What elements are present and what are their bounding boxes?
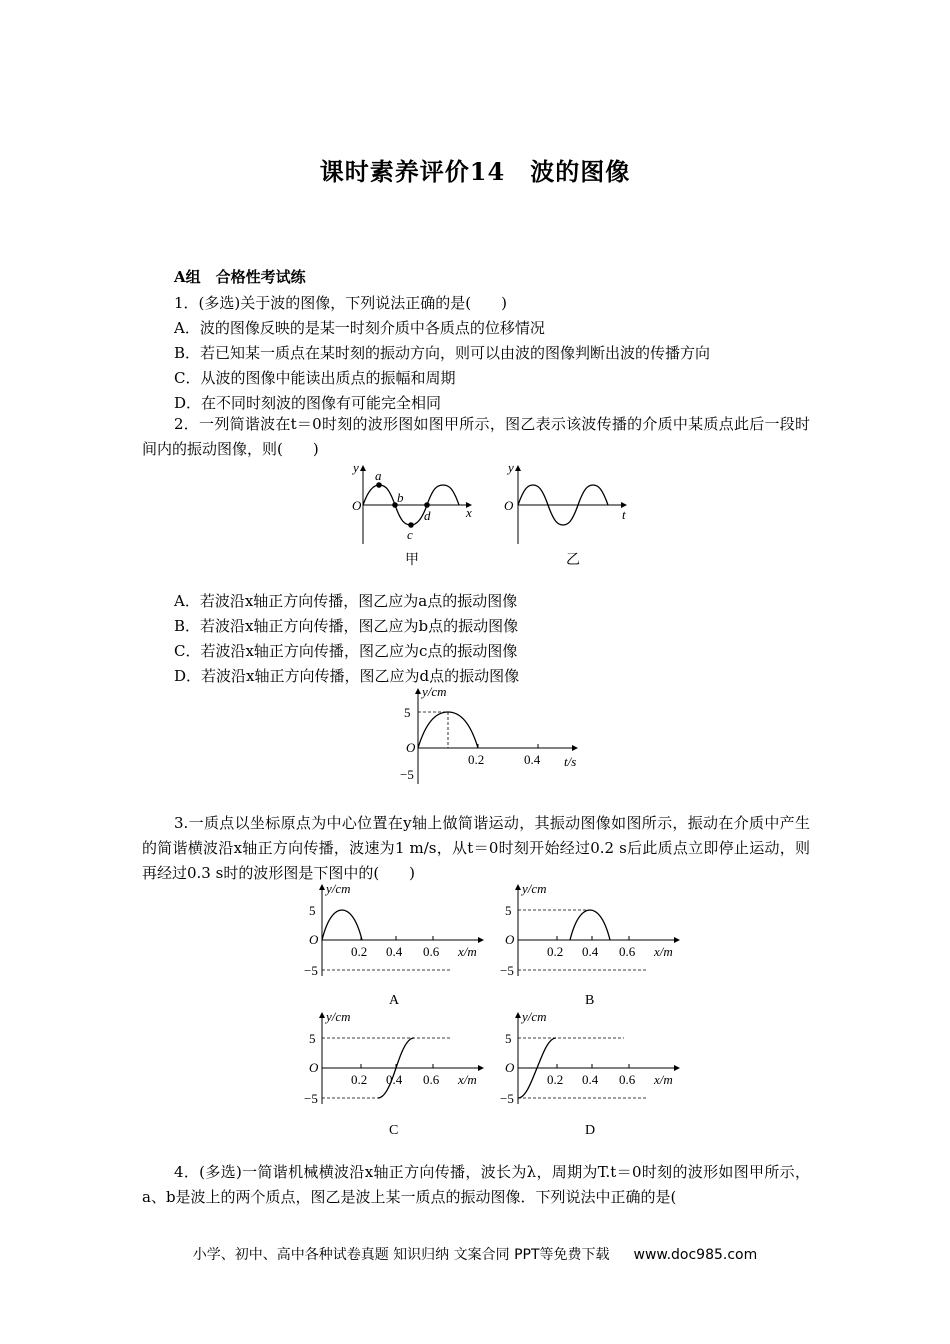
q4-stem: 4．(多选)一简谐机械横波沿x轴正方向传播，波长为λ，周期为T.t＝0时刻的波形如图甲所示，a、b是波上的两个质点，图乙是波上某一质点的振动图像．下列说法中正确的是( [142,1163,810,1206]
choice-a-label: A [389,993,400,1008]
q3-ytick-neg5: −5 [400,767,414,782]
choice-b-xtick-3: 0.6 [619,944,636,959]
choice-d-xtick-1: 0.2 [547,1072,564,1087]
q3-stem: 3.一质点以坐标原点为中心位置在y轴上做简谐运动，其振动图像如图所示，振动在介质中产生的简谐横波沿x轴正方向传播，波速为1 m/s，从t＝0时刻开始经过0.2 s后此质点立即停止运动，则再经过0.3 s时的波形图是下图中的( ) [142,814,810,882]
q3-choice-c [300,1008,500,1138]
choice-b-ytick-neg5: −5 [500,963,514,978]
jia-x-label: x [466,505,472,520]
choice-d-label: D [585,1123,596,1138]
choice-d-xtick-3: 0.6 [619,1072,636,1087]
choice-b-xtick-1: 0.2 [547,944,564,959]
choice-c-label: C [389,1123,399,1138]
choice-d-origin: O [505,1060,515,1075]
choice-b-xlabel: x/m [654,944,673,959]
point-d: d [424,508,431,523]
choice-a-xlabel: x/m [458,944,477,959]
choice-b-label: B [585,993,595,1008]
choice-c-ytick-5: 5 [309,1031,316,1046]
q3-choice-b [496,880,696,1008]
q1-stem: 1．(多选)关于波的图像，下列说法正确的是( ) [174,294,507,312]
choice-a-ylabel: y/cm [326,881,351,896]
q3-choice-d [496,1008,696,1138]
q3-xlabel: t/s [564,754,577,769]
jia-origin: O [352,498,362,513]
choice-b-xtick-2: 0.4 [582,944,599,959]
yi-y-label: y [508,460,514,475]
jia-caption: 甲 [405,553,419,568]
q2-option-c: C．若波沿x轴正方向传播，图乙应为c点的振动图像 [174,642,518,660]
q1-option-a: A．波的图像反映的是某一时刻介质中各质点的位移情况 [174,319,545,337]
yi-caption: 乙 [566,553,580,568]
choice-c-ytick-neg5: −5 [304,1091,318,1106]
point-c: c [407,527,413,542]
choice-d-ylabel: y/cm [522,1009,547,1024]
footer [0,1244,950,1264]
choice-c-xtick-3: 0.6 [423,1072,440,1087]
choice-c-xtick-1: 0.2 [351,1072,368,1087]
choice-d-xtick-2: 0.4 [582,1072,599,1087]
choice-a-xtick-1: 0.2 [351,944,368,959]
choice-d-xlabel: x/m [654,1072,673,1087]
choice-a-ytick-5: 5 [309,903,316,918]
section-heading: A组 合格性考试练 [174,268,306,286]
q1-option-d: D．在不同时刻波的图像有可能完全相同 [174,394,442,412]
point-a: a [375,468,382,483]
q3-ylabel: y/cm [422,684,447,699]
point-b: b [397,490,404,505]
q2-figure-yi [498,460,638,570]
choice-a-ytick-neg5: −5 [304,963,318,978]
choice-a-origin: O [309,932,319,947]
q2-option-d: D．若波沿x轴正方向传播，图乙应为d点的振动图像 [174,667,520,685]
q3-ytick-5: 5 [404,705,411,720]
choice-a-xtick-2: 0.4 [386,944,403,959]
q2-option-a: A．若波沿x轴正方向传播，图乙应为a点的振动图像 [174,592,518,610]
jia-y-label: y [353,460,359,475]
q3-origin: O [406,740,416,755]
choice-c-origin: O [309,1060,319,1075]
footer-url[interactable]: www.doc985.com [633,1247,758,1263]
footer-text: 小学、初中、高中各种试卷真题 知识归纳 文案合同 PPT等免费下载 [192,1247,610,1263]
q2-figure-jia [343,460,483,570]
page-title: 课时素养评价14 波的图像 [319,157,631,186]
choice-d-ytick-neg5: −5 [500,1091,514,1106]
q3-xtick-0.4: 0.4 [524,752,541,767]
q3-xtick-0.2: 0.2 [468,752,485,767]
choice-b-ytick-5: 5 [505,903,512,918]
q3-choice-a [300,880,500,1008]
choice-a-xtick-3: 0.6 [423,944,440,959]
choice-b-origin: O [505,932,515,947]
choice-c-ylabel: y/cm [326,1009,351,1024]
choice-c-xlabel: x/m [458,1072,477,1087]
yi-origin: O [504,498,514,513]
q1-option-b: B．若已知某一质点在某时刻的振动方向，则可以由波的图像判断出波的传播方向 [174,344,711,362]
choice-c-xtick-2: 0.4 [386,1072,403,1087]
choice-b-ylabel: y/cm [522,881,547,896]
q2-stem: 2．一列简谐波在t＝0时刻的波形图如图甲所示，图乙表示该波传播的介质中某质点此后一段时间内的振动图像，则( ) [142,415,810,458]
q2-option-b: B．若波沿x轴正方向传播，图乙应为b点的振动图像 [174,617,519,635]
yi-x-label: t [622,507,626,522]
choice-d-ytick-5: 5 [505,1031,512,1046]
q1-option-c: C．从波的图像中能读出质点的振幅和周期 [174,369,456,387]
q3-vibration-graph [398,684,588,788]
